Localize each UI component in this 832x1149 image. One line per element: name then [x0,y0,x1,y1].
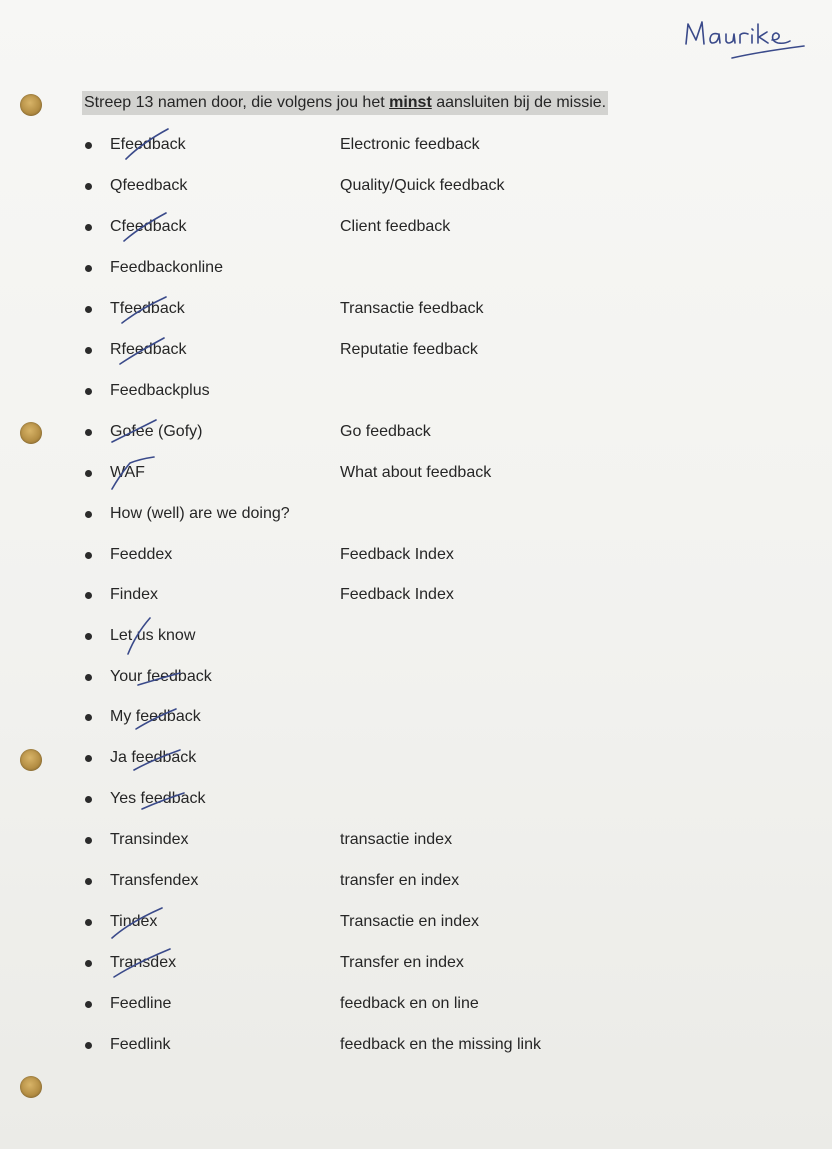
item-meaning: feedback en the missing link [340,1036,541,1053]
bullet-icon [85,183,92,190]
item-name: Transindex [110,831,189,848]
bullet-icon [85,714,92,721]
item-meaning: transactie index [340,831,453,848]
bullet-icon [85,674,92,681]
bullet-icon [85,347,92,354]
item-name: Feedbackonline [110,259,223,276]
item-name: My feedback [110,708,201,725]
item-name: Feeddex [110,546,173,563]
item-meaning: Client feedback [340,218,451,235]
bullet-icon [85,1042,92,1049]
bullet-icon [85,1001,92,1008]
bullet-icon [85,837,92,844]
item-meaning: Transactie en index [340,913,480,930]
item-meaning: Reputatie feedback [340,341,478,358]
list-item [80,418,640,446]
item-name: Transdex [110,954,177,971]
list-item [80,131,640,159]
bullet-icon [85,552,92,559]
bullet-icon [85,755,92,762]
bullet-icon [85,306,92,313]
item-meaning: Go feedback [340,423,431,440]
bullet-icon [85,470,92,477]
item-meaning: feedback en on line [340,995,479,1012]
item-name: Ja feedback [110,749,197,766]
item-meaning: Transactie feedback [340,300,484,317]
list-item [80,254,640,282]
item-name: How (well) are we doing? [110,505,290,522]
bullet-icon [85,878,92,885]
bullet-icon [85,265,92,272]
item-name: Findex [110,586,159,603]
item-name: Let us know [110,627,196,644]
list-item [80,541,640,569]
item-name: Tfeedback [110,300,185,317]
item-name: Qfeedback [110,177,188,194]
item-meaning: Transfer en index [340,954,464,971]
item-name: Feedbackplus [110,382,210,399]
list-item [80,459,640,487]
item-meaning: Feedback Index [340,586,454,603]
instruction-after: aansluiten bij de missie. [431,94,607,111]
list-item [80,744,640,772]
list-item [80,908,640,936]
bullet-icon [85,224,92,231]
item-name: WAF [110,464,145,481]
list-item [80,622,640,650]
list-item [80,1031,640,1059]
list-item [80,785,640,813]
item-meaning: Electronic feedback [340,136,480,153]
item-meaning: Feedback Index [340,546,454,563]
item-name: Tindex [110,913,158,930]
item-name: Yes feedback [110,790,206,807]
list-item [80,172,640,200]
item-meaning: transfer en index [340,872,460,889]
item-name: Cfeedback [110,218,187,235]
list-item [80,500,640,528]
list-item [80,581,640,609]
list-item [80,336,640,364]
list-item [80,867,640,895]
item-name: Rfeedback [110,341,187,358]
bullet-icon [85,796,92,803]
list-item [80,826,640,854]
bullet-icon [85,388,92,395]
bullet-icon [85,919,92,926]
bullet-icon [85,142,92,149]
bullet-icon [85,960,92,967]
list-item [80,949,640,977]
list-item [80,990,640,1018]
item-name: Your feedback [110,668,212,685]
bullet-icon [85,429,92,436]
item-name: Efeedback [110,136,186,153]
item-name: Gofee (Gofy) [110,423,203,440]
item-name: Feedline [110,995,172,1012]
list-item [80,703,640,731]
item-name: Feedlink [110,1036,171,1053]
list-item [80,663,640,691]
item-meaning: Quality/Quick feedback [340,177,505,194]
list-item [80,213,640,241]
list-item [80,295,640,323]
bullet-icon [85,511,92,518]
item-meaning: What about feedback [340,464,492,481]
item-name: Transfendex [110,872,199,889]
bullet-icon [85,592,92,599]
bullet-icon [85,633,92,640]
instruction-before: Streep 13 namen door, die volgens jou het [84,94,390,111]
list-item [80,377,640,405]
instruction-emphasis: minst [389,94,432,111]
